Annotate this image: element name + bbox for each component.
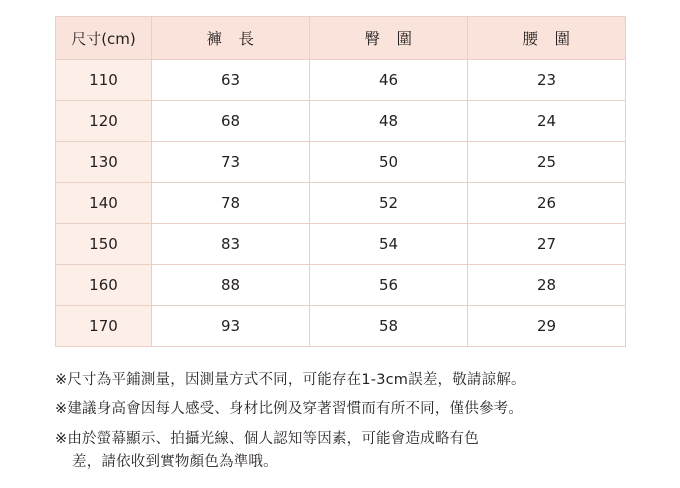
note-color-disclaimer (55, 428, 635, 475)
note-height-reference: ※建議身高會因每人感受、身材比例及穿著習慣而有所不同，僅供參考。 (55, 401, 524, 418)
cell-waist: 24 (468, 101, 626, 142)
cell-pants-length: 93 (152, 306, 310, 347)
row-label: 120 (56, 101, 152, 142)
table-row (56, 306, 626, 347)
cell-hip: 52 (310, 183, 468, 224)
note-measurement: ※尺寸為平鋪測量，因測量方式不同，可能存在1-3cm誤差，敬請諒解。 (55, 372, 526, 388)
table-body (56, 60, 626, 347)
cell-hip: 46 (310, 60, 468, 101)
cell-pants-length: 83 (152, 224, 310, 265)
cell-pants-length: 68 (152, 101, 310, 142)
cell-pants-length: 78 (152, 183, 310, 224)
row-label: 170 (56, 306, 152, 347)
table-row (56, 183, 626, 224)
table-row (56, 224, 626, 265)
cell-waist: 28 (468, 265, 626, 306)
cell-pants-length: 73 (152, 142, 310, 183)
note-color-disclaimer-line1: ※由於螢幕顯示、拍攝光線、個人認知等因素，可能會造成略有色 (55, 430, 479, 447)
cell-hip: 54 (310, 224, 468, 265)
cell-pants-length: 88 (152, 265, 310, 306)
cell-waist: 26 (468, 183, 626, 224)
cell-hip: 58 (310, 306, 468, 347)
table-row (56, 60, 626, 101)
cell-hip: 50 (310, 142, 468, 183)
note-color-disclaimer-line2: 差，請依收到實物顏色為準哦。 (72, 454, 278, 471)
table-row (56, 265, 626, 306)
cell-hip: 48 (310, 101, 468, 142)
cell-pants-length: 63 (152, 60, 310, 101)
notes-section (55, 369, 635, 475)
table-row (56, 101, 626, 142)
row-label: 160 (56, 265, 152, 306)
row-label: 150 (56, 224, 152, 265)
row-label: 130 (56, 142, 152, 183)
table-header-row (56, 17, 626, 60)
column-header-pants-length: 褲 長 (152, 17, 310, 60)
row-label: 140 (56, 183, 152, 224)
cell-waist: 25 (468, 142, 626, 183)
column-header-size: 尺寸(cm) (56, 17, 152, 60)
cell-waist: 23 (468, 60, 626, 101)
size-table (55, 16, 626, 347)
cell-waist: 29 (468, 306, 626, 347)
table-row (56, 142, 626, 183)
column-header-waist: 腰 圍 (468, 17, 626, 60)
column-header-hip: 臀 圍 (310, 17, 468, 60)
cell-waist: 27 (468, 224, 626, 265)
row-label: 110 (56, 60, 152, 101)
cell-hip: 56 (310, 265, 468, 306)
table-header (56, 17, 626, 60)
